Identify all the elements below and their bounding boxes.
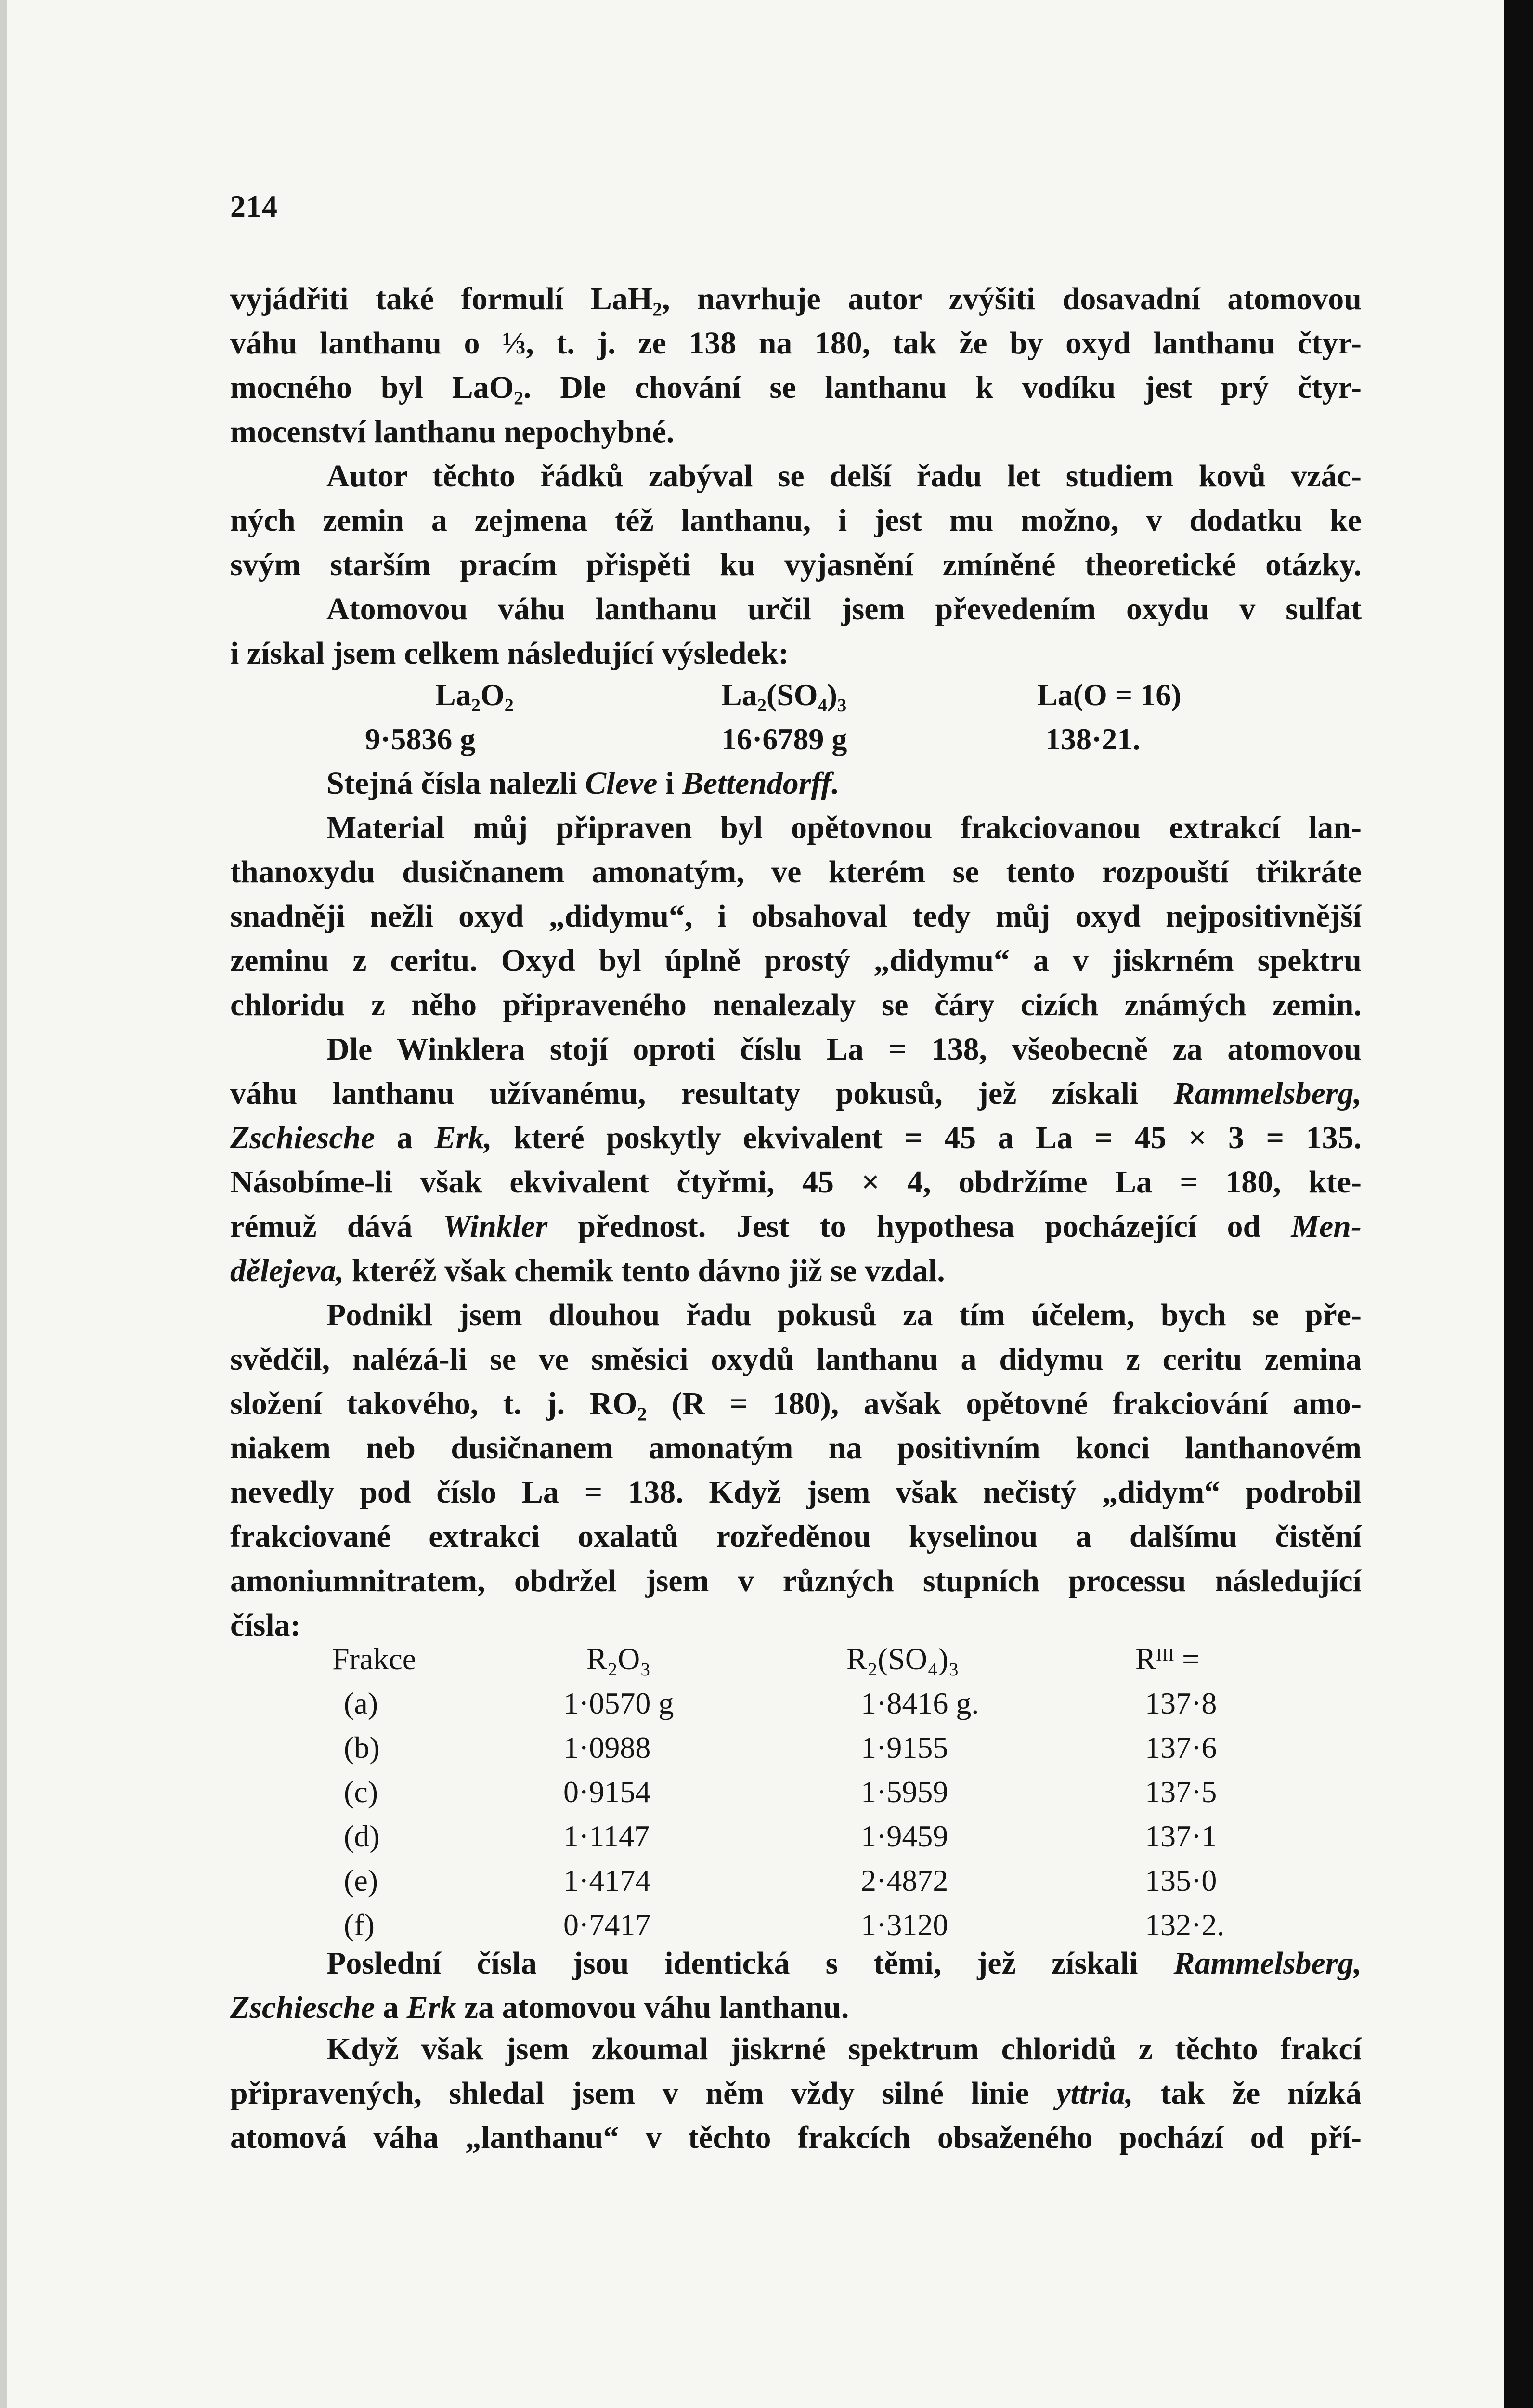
oxide-mass: 0·7417 <box>563 1908 651 1942</box>
oxide-mass: 1·0570 g <box>563 1686 674 1720</box>
text-run: rémuž dává <box>230 1209 443 1244</box>
paragraph-1 <box>230 277 1362 454</box>
text-line: Atomovou váhu lanthanu určil jsem převedením oxydu v sulfat <box>326 591 1362 627</box>
atomic-weight: 137·1 <box>1145 1819 1217 1853</box>
text-line: svým starším pracím přispěti ku vyjasnění zmíněné theoretické otázky. <box>230 547 1362 582</box>
fraction-table-header-row <box>230 1637 1362 1681</box>
scan-left-edge <box>0 0 7 2408</box>
author-bettendorff: Bettendorff. <box>682 766 840 801</box>
text-line: niakem neb dusičnanem amonatým na positivním konci lanthanovém <box>230 1430 1362 1466</box>
text-line: svědčil, nalézá-li se ve směsici oxydů lanthanu a didymu z ceritu zemina <box>230 1342 1362 1377</box>
text-line: snadněji nežli oxyd „didymu“, i obsahoval tedy můj oxyd nejpositivnější <box>230 899 1362 934</box>
text-line: thanoxydu dusičnanem amonatým, ve kterém se tento rozpouští třikráte <box>230 854 1362 890</box>
sulfate-mass: 2·4872 <box>861 1863 948 1898</box>
author-mendelejev: Men- <box>1291 1209 1362 1244</box>
paragraph-6 <box>230 1027 1362 1293</box>
text-line: mocného byl LaO₂. Dle chování se lanthanu k vodíku jest prý čtyr- <box>230 370 1362 405</box>
fraction-row <box>230 1858 1362 1903</box>
text-line: vyjádřiti také formulí LaH₂, navrhuje autor zvýšiti dosavadní atomovou <box>230 281 1362 316</box>
result-header-la2o2: La₂O₂ <box>435 678 514 712</box>
oxide-mass: 1·4174 <box>563 1863 651 1898</box>
text-line <box>230 761 1362 806</box>
atomic-weight: 137·6 <box>1145 1730 1217 1765</box>
header-atomic-weight: Rᴵᴵᴵ = <box>1135 1642 1200 1676</box>
fraction-row <box>230 1903 1362 1947</box>
author-cleve: Cleve <box>585 766 658 801</box>
text-line: Podnikl jsem dlouhou řadu pokusů za tím účelem, bych se pře- <box>326 1297 1362 1333</box>
result-value-atomic-weight: 138·21. <box>1045 722 1141 756</box>
paragraph-2 <box>230 454 1362 587</box>
author-rammelsberg-2: Rammelsberg, <box>1173 1946 1362 1981</box>
text-line: složení takového, t. j. RO₂ (R = 180), avšak opětovné frakciování amo- <box>230 1386 1362 1421</box>
author-zschiesche: Zschiesche <box>230 1120 375 1155</box>
text-line: amoniumnitratem, obdržel jsem v různých stupních processu následující <box>230 1563 1362 1598</box>
text-run: připravených, shledal jsem v něm vždy silné linie <box>230 2076 1057 2111</box>
fraction-label: (e) <box>344 1863 378 1898</box>
sulfate-mass: 1·9459 <box>861 1819 948 1853</box>
scan-right-edge <box>1504 0 1533 2408</box>
text-line <box>230 1986 1362 2030</box>
header-oxide: R₂O₃ <box>586 1642 651 1676</box>
header-sulfate: R₂(SO₄)₃ <box>846 1642 960 1676</box>
text-run: Stejná čísla nalezli <box>326 766 585 801</box>
sulfate-mass: 1·9155 <box>861 1730 948 1765</box>
text-run: za atomovou váhu lanthanu. <box>456 1990 849 2025</box>
atomic-weight: 135·0 <box>1145 1863 1217 1898</box>
fraction-label: (b) <box>344 1730 380 1765</box>
fraction-row <box>230 1726 1362 1770</box>
text-line <box>230 1116 1362 1160</box>
text-line <box>230 1204 1362 1249</box>
result-table <box>230 673 1362 761</box>
fraction-label: (d) <box>344 1819 380 1853</box>
paragraph-3 <box>230 587 1362 676</box>
text-run: Poslední čísla jsou identická s těmi, jež získali <box>326 1946 1174 1981</box>
result-header-atomic-weight: La(O = 16) <box>1037 678 1182 712</box>
text-line: čísla: <box>230 1608 301 1643</box>
oxide-mass: 1·0988 <box>563 1730 651 1765</box>
header-fraction: Frakce <box>332 1642 416 1676</box>
text-run: a <box>375 1120 435 1155</box>
text-line: Material můj připraven byl opětovnou frakciovanou extrakcí lan- <box>326 810 1362 845</box>
result-table-header-row <box>230 673 1362 717</box>
paragraph-5 <box>230 806 1362 1027</box>
author-erk: Erk, <box>434 1120 492 1155</box>
text-line: frakciované extrakci oxalatů rozředěnou kyselinou a dalšímu čistění <box>230 1519 1362 1554</box>
text-line: zeminu z ceritu. Oxyd byl úplně prostý „didymu“ a v jiskrném spektru <box>230 943 1362 978</box>
fraction-label: (a) <box>344 1686 378 1720</box>
atomic-weight: 137·8 <box>1145 1686 1217 1720</box>
fraction-row <box>230 1814 1362 1858</box>
author-winkler: Winkler <box>442 1209 548 1244</box>
paragraph-7 <box>230 1293 1362 1648</box>
fraction-row <box>230 1770 1362 1814</box>
result-value-sulfate: 16·6789 g <box>721 722 847 756</box>
fraction-table-body <box>230 1681 1362 1947</box>
sulfate-mass: 1·8416 g. <box>861 1686 979 1720</box>
text-run: přednost. Jest to hypothesa pocházející od <box>547 1209 1291 1244</box>
author-rammelsberg: Rammelsberg, <box>1173 1076 1362 1111</box>
paragraph-4 <box>230 761 1362 806</box>
text-run: tak že nízká <box>1133 2076 1362 2111</box>
text-line: Násobíme-li však ekvivalent čtyřmi, 45 × 4, obdržíme La = 180, kte- <box>230 1165 1362 1200</box>
text-run: i <box>657 766 682 801</box>
text-line: chloridu z něho připraveného nenalezaly se čáry cizích známých zemin. <box>230 987 1362 1022</box>
text-run: které poskytly ekvivalent = 45 a La = 45 × 3 = 135. <box>492 1120 1362 1155</box>
atomic-weight: 137·5 <box>1145 1775 1217 1809</box>
text-line <box>230 1072 1362 1116</box>
author-erk-2: Erk <box>406 1990 456 2025</box>
text-line <box>230 1941 1362 1986</box>
fraction-label: (f) <box>344 1908 375 1942</box>
element-yttria: yttria, <box>1056 2076 1133 2111</box>
author-zschiesche-2: Zschiesche <box>230 1990 375 2025</box>
atomic-weight: 132·2. <box>1145 1908 1225 1942</box>
text-line: mocenství lanthanu nepochybné. <box>230 414 675 449</box>
text-run: a <box>375 1990 407 2025</box>
page-number: 214 <box>230 189 278 223</box>
text-line: i získal jsem celkem následující výsledek: <box>230 636 789 671</box>
text-run: kteréž však chemik tento dávno již se vzdal. <box>344 1253 945 1288</box>
fraction-table <box>230 1637 1362 1947</box>
sulfate-mass: 1·3120 <box>861 1908 948 1942</box>
sulfate-mass: 1·5959 <box>861 1775 948 1809</box>
oxide-mass: 0·9154 <box>563 1775 651 1809</box>
result-value-oxide: 9·5836 g <box>365 722 476 756</box>
text-line <box>230 1249 1362 1293</box>
paragraph-9 <box>230 2027 1362 2160</box>
paragraph-8 <box>230 1941 1362 2030</box>
result-header-sulfate: La₂(SO₄)₃ <box>721 678 847 712</box>
text-run: váhu lanthanu užívanému, resultaty pokusů, jež získali <box>230 1076 1174 1111</box>
text-line: Autor těchto řádků zabýval se delší řadu let studiem kovů vzác- <box>326 458 1362 494</box>
text-line: atomová váha „lanthanu“ v těchto frakcích obsaženého pochází od pří- <box>230 2120 1362 2155</box>
fraction-label: (c) <box>344 1775 378 1809</box>
oxide-mass: 1·1147 <box>563 1819 650 1853</box>
text-line <box>230 2071 1362 2116</box>
result-table-value-row <box>230 717 1362 761</box>
text-line: Když však jsem zkoumal jiskrné spektrum chloridů z těchto frakcí <box>326 2031 1362 2067</box>
text-line: váhu lanthanu o ⅓, t. j. ze 138 na 180, tak že by oxyd lanthanu čtyr- <box>230 326 1362 361</box>
text-line: nevedly pod číslo La = 138. Když jsem však nečistý „didym“ podrobil <box>230 1475 1362 1510</box>
fraction-row <box>230 1681 1362 1726</box>
author-mendelejev-cont: dělejeva, <box>230 1253 344 1288</box>
text-line: ných zemin a zejmena též lanthanu, i jest mu možno, v dodatku ke <box>230 503 1362 538</box>
text-line: Dle Winklera stojí oproti číslu La = 138, všeobecně za atomovou <box>326 1032 1362 1067</box>
